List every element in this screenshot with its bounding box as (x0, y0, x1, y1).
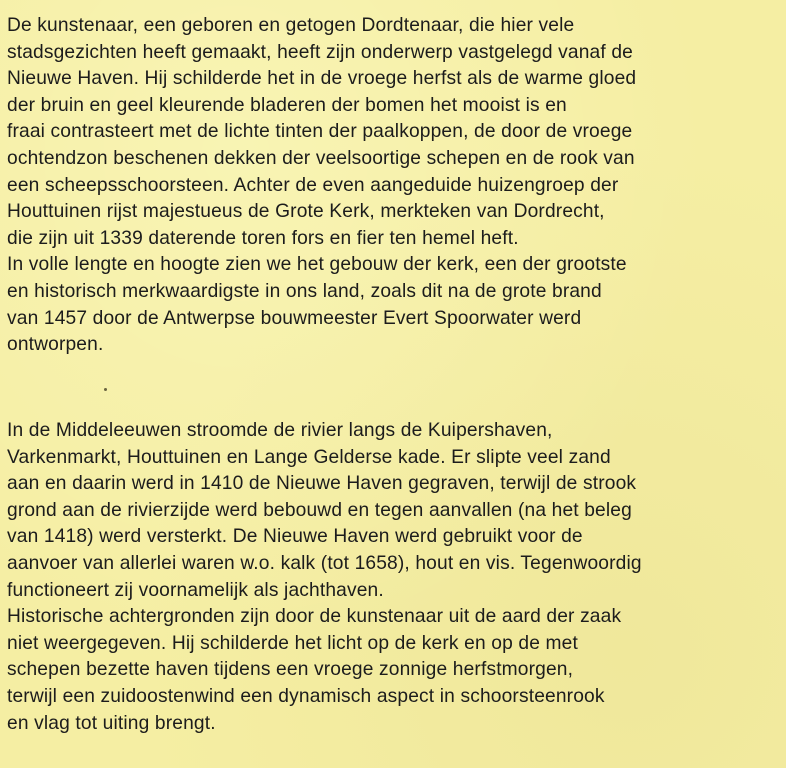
text-line: der bruin en geel kleurende bladeren der bomen het mooist is en (7, 94, 567, 116)
paragraph-history (7, 418, 642, 737)
text-line: van 1457 door de Antwerpse bouwmeester Evert Spoorwater werd (7, 307, 582, 329)
text-line: aanvoer van allerlei waren w.o. kalk (tot 1658), hout en vis. Tegenwoordig (7, 552, 642, 574)
text-line: Houttuinen rijst majestueus de Grote Kerk, merkteken van Dordrecht, (7, 201, 605, 223)
text-line: In de Middeleeuwen stroomde de rivier langs de Kuipershaven, (7, 420, 553, 441)
text-line: niet weergegeven. Hij schilderde het licht op de kerk en op de met (7, 632, 578, 654)
text-line: aan en daarin werd in 1410 de Nieuwe Haven gegraven, terwijl de strook (7, 473, 637, 495)
text-line: Nieuwe Haven. Hij schilderde het in de vroege herfst als de warme gloed (7, 68, 637, 90)
text-line: stadsgezichten heeft gemaakt, heeft zijn onderwerp vastgelegd vanaf de (7, 41, 633, 63)
print-speck (104, 388, 107, 391)
paragraph-painting-description (7, 13, 636, 359)
text-line: van 1418) werd versterkt. De Nieuwe Haven werd gebruikt voor de (7, 526, 583, 548)
text-line: en vlag tot uiting brengt. (7, 712, 216, 734)
text-line: ochtendzon beschenen dekken der veelsoortige schepen en de rook van (7, 147, 635, 169)
text-line: schepen bezette haven tijdens een vroege zonnige herfstmorgen, (7, 659, 574, 681)
text-line: De kunstenaar, een geboren en getogen Dordtenaar, die hier vele (7, 15, 575, 36)
text-line: In volle lengte en hoogte zien we het gebouw der kerk, een der grootste (7, 254, 627, 276)
text-line: Historische achtergronden zijn door de kunstenaar uit de aard der zaak (7, 606, 622, 628)
text-line: functioneert zij voornamelijk als jachthaven. (7, 579, 384, 601)
text-line: terwijl een zuidoostenwind een dynamisch aspect in schoorsteenrook (7, 685, 605, 707)
text-line: grond aan de rivierzijde werd bebouwd en tegen aanvallen (na het beleg (7, 499, 632, 521)
text-line: en historisch merkwaardigste in ons land, zoals dit na de grote brand (7, 280, 602, 302)
text-line: fraai contrasteert met de lichte tinten der paalkoppen, de door de vroege (7, 121, 633, 143)
text-line: een scheepsschoorsteen. Achter de even aangeduide huizengroep der (7, 174, 619, 196)
text-line: die zijn uit 1339 daterende toren fors en fier ten hemel heft. (7, 227, 519, 249)
text-line: Varkenmarkt, Houttuinen en Lange Gelderse kade. Er slipte veel zand (7, 446, 611, 468)
text-line: ontworpen. (7, 334, 104, 356)
